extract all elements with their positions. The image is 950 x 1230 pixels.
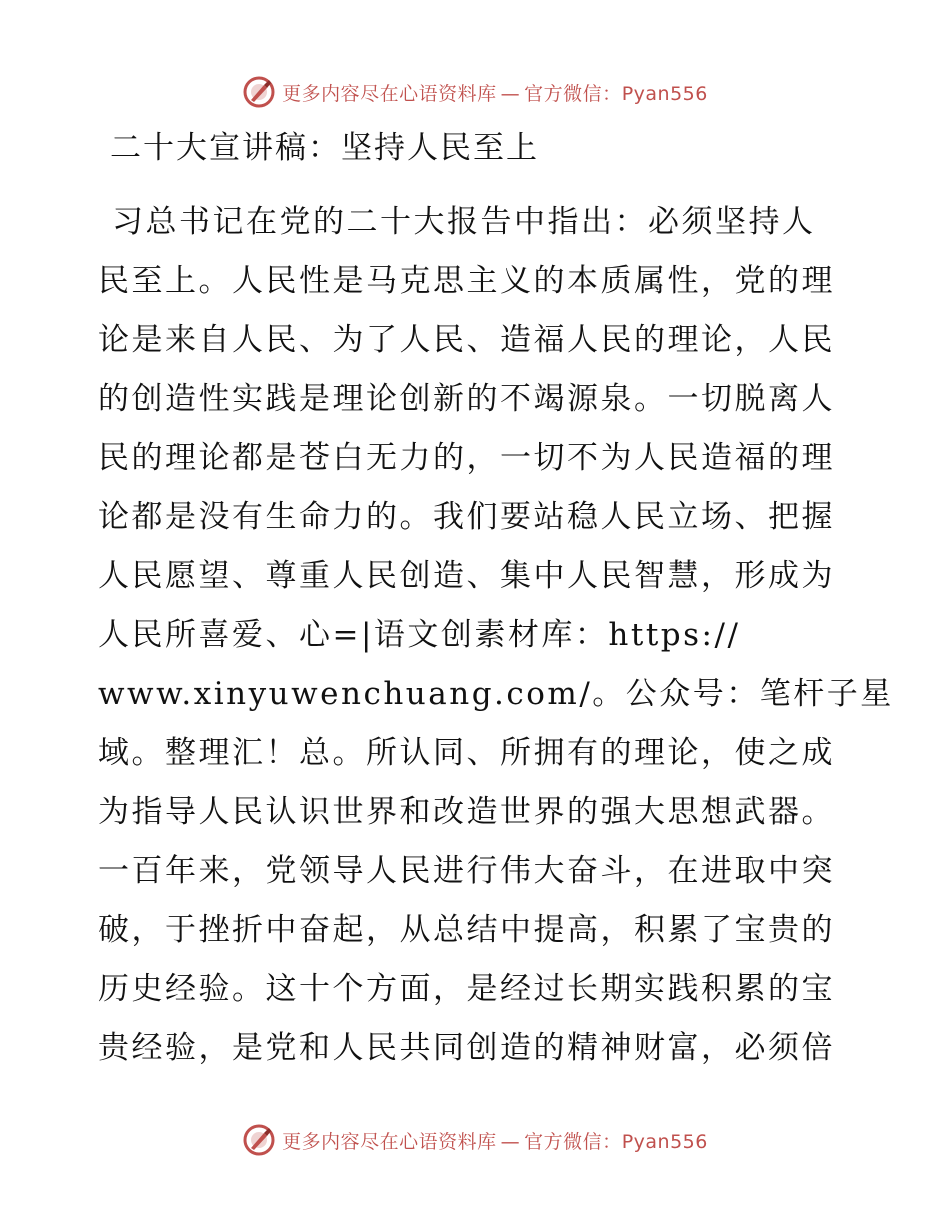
- document-body: [98, 194, 894, 1079]
- banner-slogan: 更多内容尽在心语资料库: [282, 82, 497, 105]
- header-banner: [0, 72, 950, 112]
- body-line: 习总书记在党的二十大报告中指出：必须坚持人: [112, 204, 816, 240]
- banner-text: [282, 1127, 708, 1154]
- document-title: 二十大宣讲稿：坚持人民至上: [110, 130, 539, 166]
- pen-logo-icon: [242, 1123, 276, 1157]
- body-line: 贵经验，是党和人民共同创造的精神财富，必须倍: [98, 1030, 835, 1066]
- body-line: 人民愿望、尊重人民创造、集中人民智慧，形成为: [98, 558, 835, 594]
- banner-wechat-label: 官方微信：: [524, 1130, 622, 1153]
- body-line: 历史经验。这十个方面，是经过长期实践积累的宝: [98, 971, 835, 1007]
- banner-separator: —: [500, 82, 521, 105]
- body-line: www.xinyuwenchuang.com/。公众号：笔杆子星: [98, 676, 894, 712]
- banner-separator: —: [500, 1130, 521, 1153]
- body-line: 人民所喜爱、心=|语文创素材库：https://: [98, 617, 741, 653]
- body-line: 为指导人民认识世界和改造世界的强大思想武器。: [98, 794, 835, 830]
- body-line: 民至上。人民性是马克思主义的本质属性，党的理: [98, 263, 835, 299]
- banner-wechat-id: Pyan556: [621, 82, 708, 105]
- pen-logo-icon: [242, 75, 276, 109]
- body-line: 的创造性实践是理论创新的不竭源泉。一切脱离人: [98, 381, 835, 417]
- banner-text: [282, 79, 708, 106]
- footer-banner: [0, 1120, 950, 1160]
- banner-wechat-id: Pyan556: [621, 1130, 708, 1153]
- body-line: 论是来自人民、为了人民、造福人民的理论，人民: [98, 322, 835, 358]
- body-line: 论都是没有生命力的。我们要站稳人民立场、把握: [98, 499, 835, 535]
- banner-slogan: 更多内容尽在心语资料库: [282, 1130, 497, 1153]
- body-line: 破，于挫折中奋起，从总结中提高，积累了宝贵的: [98, 912, 835, 948]
- body-line: 民的理论都是苍白无力的，一切不为人民造福的理: [98, 440, 835, 476]
- body-line: 域。整理汇！总。所认同、所拥有的理论，使之成: [98, 735, 835, 771]
- banner-wechat-label: 官方微信：: [524, 82, 622, 105]
- body-line: 一百年来，党领导人民进行伟大奋斗，在进取中突: [98, 853, 835, 889]
